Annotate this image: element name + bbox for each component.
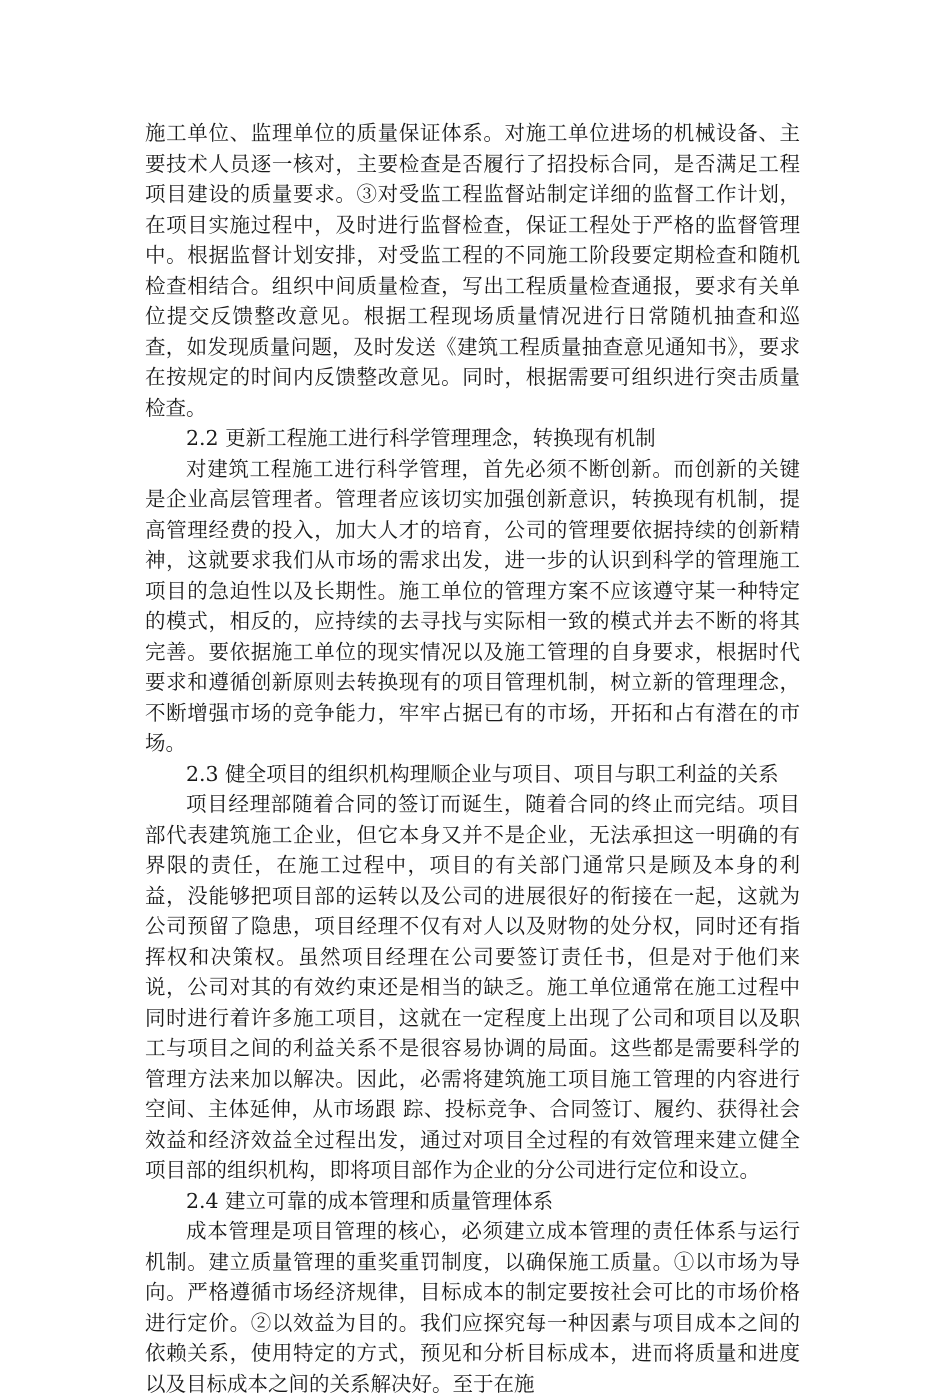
document-page — [145, 118, 800, 1399]
paragraph-organization-structure: 项目经理部随着合同的签订而诞生，随着合同的终止而完结。项目部代表建筑施工企业，但它本身又并不是企业，无法承担这一明确的有界限的责任，在施工过程中，项目的有关部门通常只是顾及本身的利益，没能够把项目部的运转以及公司的进展很好的衔接在一起，这就为公司预留了隐患，项目经理不仅有对人以及财物的处分权，同时还有指挥权和决策权。虽然项目经理在公司要签订责任书，但是对于他们来说，公司对其的有效约束还是相当的缺乏。施工单位通常在施工过程中同时进行着许多施工项目，这就在一定程度上出现了公司和项目以及职工与项目之间的利益关系不是很容易协调的局面。这些都是需要科学的管理方法来加以解决。因此，必需将建筑施工项目施工管理的内容进行空间、主体延伸，从市场跟 踪、投标竞争、合同签订、履约、获得社会效益和经济效益全过程出发，通过对项目全过程的有效管理来建立健全项目部的组织机构，即将项目部作为企业的分公司进行定位和设立。 — [145, 792, 800, 1182]
paragraph-scientific-management: 对建筑工程施工进行科学管理，首先必须不断创新。而创新的关键是企业高层管理者。管理者应该切实加强创新意识，转换现有机制，提高管理经费的投入，加大人才的培育，公司的管理要依据持续的创新精神，这就要求我们从市场的需求出发，进一步的认识到科学的管理施工项目的急迫性以及长期性。施工单位的管理方案不应该遵守某一种特定的模式，相反的，应持续的去寻找与实际相一致的模式并去不断的将其完善。要依据施工单位的现实情况以及施工管理的自身要求，根据时代要求和遵循创新原则去转换现有的项目管理机制，树立新的管理理念，不断增强市场的竞争能力，牢牢占据已有的市场，开拓和占有潜在的市场。 — [145, 456, 800, 755]
section-heading-2-4: 2.4 建立可靠的成本管理和质量管理体系 — [186, 1188, 554, 1213]
section-heading-2-3: 2.3 健全项目的组织机构理顺企业与项目、项目与职工利益的关系 — [186, 761, 779, 786]
section-heading-2-2: 2.2 更新工程施工进行科学管理理念，转换现有机制 — [186, 426, 656, 450]
paragraph-cost-management: 成本管理是项目管理的核心，必须建立成本管理的责任体系与运行机制。建立质量管理的重奖重罚制度，以确保施工质量。①以市场为导向。严格遵循市场经济规律，目标成本的制定要按社会可比的市场价格进行定价。②以效益为目的。我们应探究每一种因素与项目成本之间的依赖关系，使用特定的方式，预见和分析目标成本，进而将质量和进度以及目标成本之间的关系解决好。至于在施 — [145, 1219, 800, 1396]
paragraph-quality-supervision: 施工单位、监理单位的质量保证体系。对施工单位进场的机械设备、主要技术人员逐一核对，主要检查是否履行了招投标合同，是否满足工程项目建设的质量要求。③对受监工程监督站制定详细的监督工作计划，在项目实施过程中，及时进行监督检查，保证工程处于严格的监督管理中。根据监督计划安排，对受监工程的不同施工阶段要定期检查和随机检查相结合。组织中间质量检查，写出工程质量检查通报，要求有关单位提交反馈整改意见。根据工程现场质量情况进行日常随机抽查和巡查，如发现质量问题，及时发送《建筑工程质量抽查意见通知书》，要求在按规定的时间内反馈整改意见。同时，根据需要可组织进行突击质量检查。 — [145, 121, 800, 420]
